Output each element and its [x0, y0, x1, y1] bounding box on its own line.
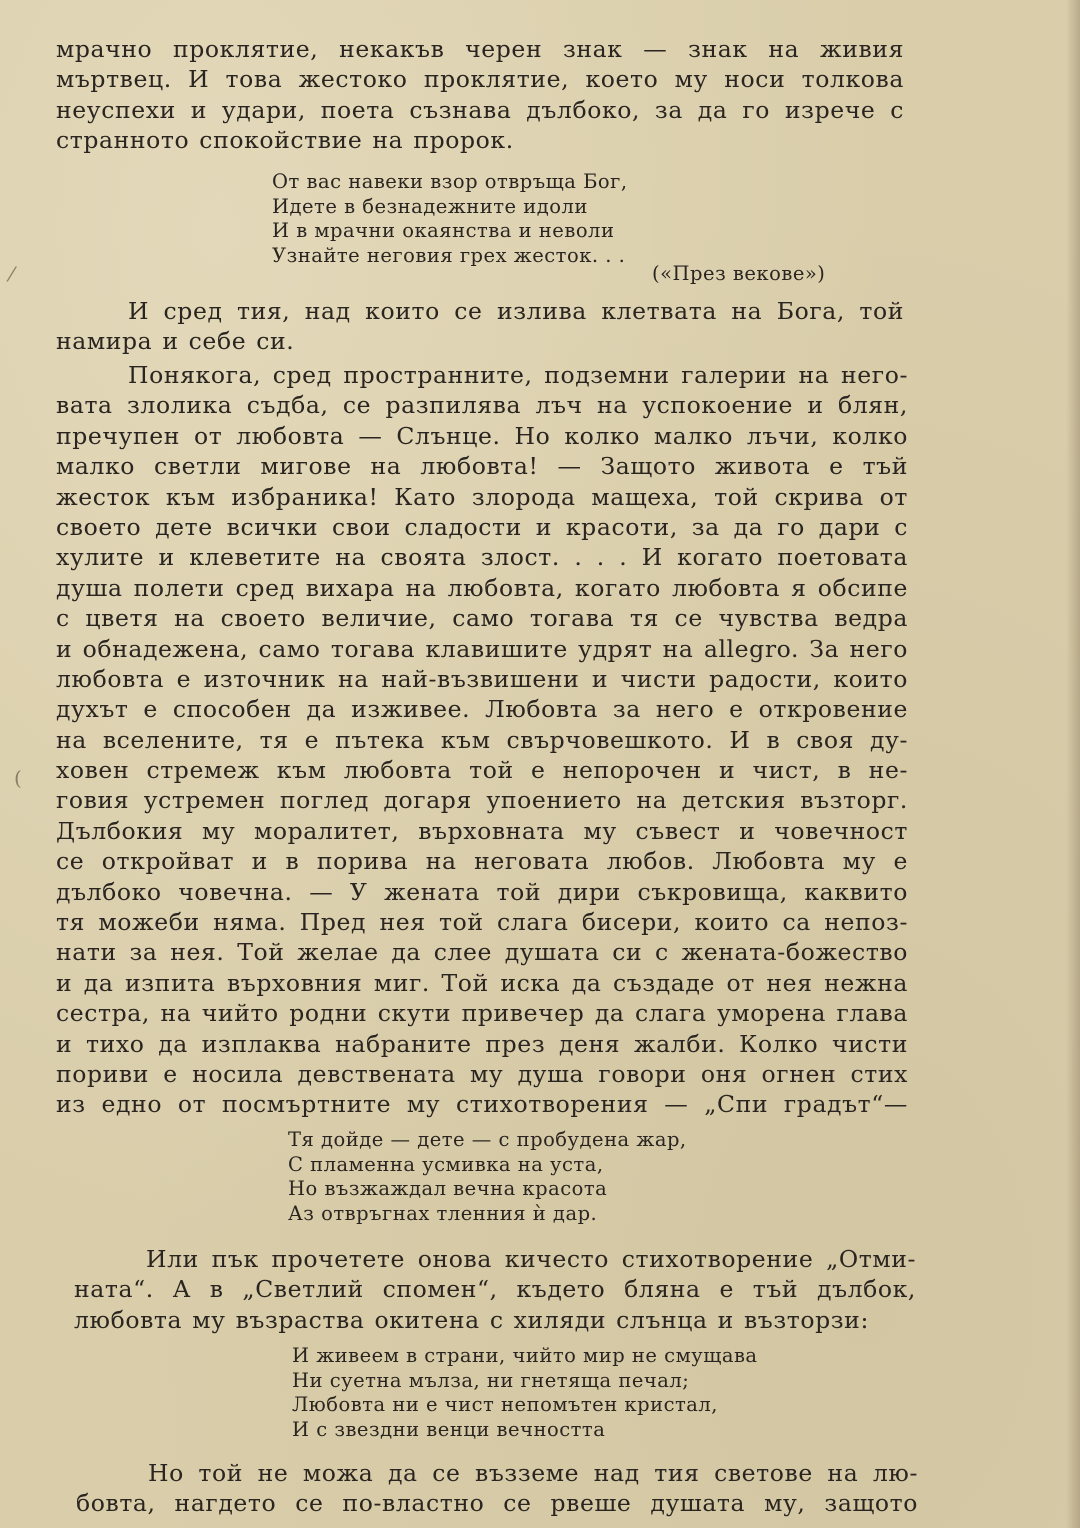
page-edge-shadow — [1066, 0, 1080, 1528]
text-line: Или пък прочетете онова кичесто стихотворение „Отми- — [146, 1245, 916, 1273]
text-line: Дълбокия му моралитет, върховната му съвест и човечност — [56, 816, 908, 845]
text-line: неуспехи и удари, поета съзнава дълбоко, за да го изрече с — [56, 95, 904, 124]
poem-line: И живеем в страни, чийто мир не смущава — [292, 1344, 758, 1367]
text-line: малко светли мигове на любовта! — Защото живота е тъй — [56, 452, 908, 481]
poem-2 — [288, 1128, 687, 1226]
text-line: и да изпита върховния миг. Той иска да създаде от нея нежна — [56, 968, 908, 997]
text-line: вата злолика съдба, се разпилява лъч на успокоение и блян, — [56, 391, 908, 420]
text-line: И сред тия, над които се излива клетвата на Бога, той — [128, 297, 904, 325]
poem-line: Ни суетна мълза, ни гнетяща печал; — [292, 1368, 690, 1392]
poem-line: От вас навеки взор отвръща Бог, — [272, 170, 628, 193]
text-line: душа полети сред вихара на любовта, когато любовта я обсипе — [56, 573, 908, 602]
text-line: Понякога, сред пространните, подземни галерии на него- — [128, 361, 908, 389]
text-line: бовта, нагдето се по-властно се рвеше душата му, защото — [76, 1489, 918, 1518]
poem-line: С пламенна усмивка на уста, — [288, 1152, 604, 1176]
text-line: ната“. А в „Светлий спомен“, където бляна е тъй дълбок, — [74, 1275, 916, 1304]
text-line: тя можеби няма. Пред нея той слага бисери, които са непоз- — [56, 908, 908, 937]
poem-line: И с звездни венци вечността — [292, 1417, 606, 1441]
text-line: мъртвец. И това жестоко проклятие, което му носи толкова — [56, 65, 904, 94]
poem-line: Тя дойде — дете — с пробудена жар, — [288, 1128, 687, 1151]
scan-mark: ( — [14, 766, 22, 790]
poem-line: Но възжаждал вечна красота — [288, 1177, 608, 1200]
poem-line: Аз отвръгнах тленния ѝ дар. — [288, 1201, 598, 1225]
text-line: пречупен от любовта — Слънце. Но колко малко лъчи, колко — [56, 421, 908, 450]
text-line: из едно от посмъртните му стихотворения — „Спи градът“— — [56, 1090, 908, 1119]
poem-1-source: («През векове») — [652, 262, 826, 285]
text-line: дълбоко човечна. — У жената той дири съкровища, каквито — [56, 877, 908, 906]
text-line: намира и себе си. — [56, 327, 295, 356]
paragraph-2 — [56, 296, 904, 357]
text-line: нати за нея. Той желае да слее душата си с жената-божество — [56, 938, 908, 967]
text-line: пориви е носила девствената му душа говори оня огнен стих — [56, 1059, 908, 1088]
paragraph-1 — [56, 34, 904, 156]
paragraph-3 — [56, 360, 908, 1120]
text-line: с цветя на своето величие, само тогава тя се чувства ведра — [56, 604, 908, 633]
text-line: хулите и клеветите на своята злост. . . . И когато поетовата — [56, 543, 908, 572]
text-line: духът е способен да изживее. Любовта за него е откровение — [56, 695, 908, 724]
poem-line: И в мрачни окаянства и неволи — [272, 219, 615, 242]
poem-line: Узнайте неговия грех жесток. . . — [272, 243, 626, 267]
poem-line: Идете в безнадежните идоли — [272, 194, 588, 218]
poem-line: Любовта ни е чист непомътен кристал, — [292, 1393, 719, 1416]
text-line: любовта му възраства окитена с хиляди слънца и възторзи: — [74, 1305, 869, 1334]
text-line: жесток към избраника! Като злорода мащеха, той скрива от — [56, 482, 908, 511]
text-line: ховен стремеж към любовта той е непорочен и чист, в не- — [56, 756, 908, 785]
paragraph-4 — [74, 1244, 916, 1335]
text-line: своето дете всички свои сладости и красоти, за да го дари с — [56, 512, 908, 541]
text-line: сестра, на чийто родни скути привечер да слага уморена глава — [56, 999, 908, 1028]
text-line: говия устремен поглед догаря упоението на детския възторг. — [56, 786, 908, 815]
text-line: любовта е източник на най-възвишени и чисти радости, които — [56, 664, 908, 693]
poem-1 — [272, 170, 628, 268]
text-line: и тихо да изплаква набраните през деня жалби. Колко чисти — [56, 1029, 908, 1058]
text-line: и обнадежена, само тогава клавишите удрят на allegro. За него — [56, 634, 908, 663]
text-line: странното спокойствие на пророк. — [56, 126, 514, 155]
poem-3 — [292, 1344, 758, 1442]
text-line: на вселените, тя е пътека към свърчовешкото. И в своя ду- — [56, 725, 908, 754]
text-line: Но той не можа да се възземе над тия светове на лю- — [148, 1459, 918, 1487]
text-line: мрачно проклятие, некакъв черен знак — знак на живия — [56, 35, 904, 63]
text-line: се откройват и в порива на неговата любов. Любовта му е — [56, 847, 908, 876]
paragraph-5 — [76, 1458, 918, 1519]
scan-mark: ⁄ — [10, 262, 14, 286]
